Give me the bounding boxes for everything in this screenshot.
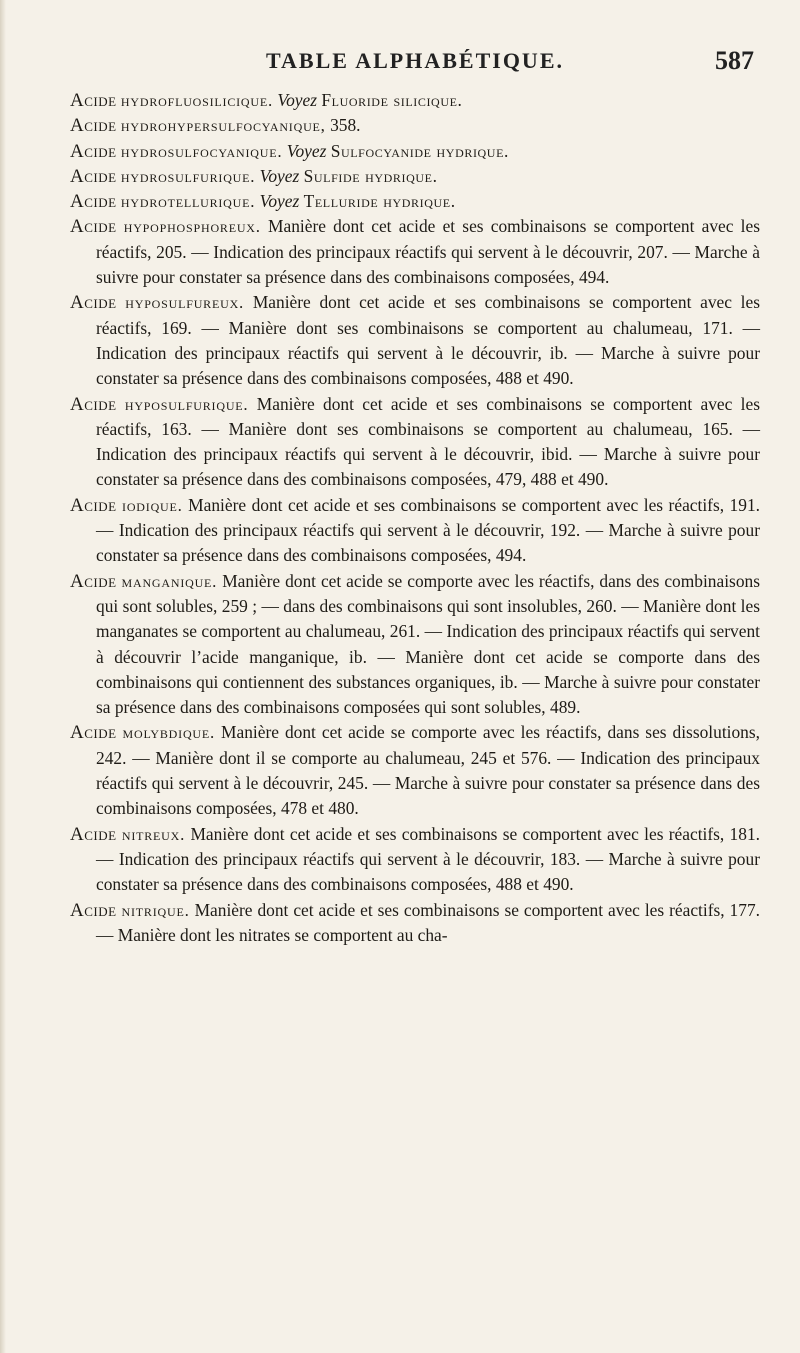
entry-ref-word: Voyez [286, 140, 327, 161]
entry-head-first: Acide [70, 191, 117, 213]
index-entry [70, 493, 760, 569]
entry-ref-target: Fluoride silicique. [321, 90, 463, 110]
entry-ref-word: Voyez [259, 191, 300, 212]
entry-ref-word: Voyez [277, 90, 318, 110]
page-header [70, 40, 760, 80]
page-edge [0, 0, 6, 1353]
entry-head-first: Acide [70, 90, 117, 111]
entry-text: Manière dont cet acide et ses combinaisons se comportent avec les réactifs, 169. — Manière dont ses combinaisons se comportent au chalumeau, 171. — Indication des principaux réactifs qui servent à le découvrir, ib. — Marche à suivre pour constater sa présence dans des combinaisons composées, 488 et 490. [96, 292, 760, 389]
entry-head-first: Acide [70, 722, 117, 744]
page-number: 587 [715, 46, 754, 75]
entry-text: Manière dont cet acide et ses combinaisons se comportent avec les réactifs, 163. — Manière dont ses combinaisons se comportent au chalumeau, 165. — Indication des principaux réactifs qui servent à le découvrir, ibid. — Marche à suivre pour constater sa présence dans des combinaisons composées, 479, 488 et 490. [96, 393, 760, 490]
entry-head-first: Acide [70, 823, 117, 845]
entry-text: Manière dont cet acide se comporte avec les réactifs, dans des combinaisons qui sont solubles, 259 ; — dans des combinaisons qui sont insolubles, 260. — Manière dont les manganates se comportent au chalumeau, 261. — Indication des principaux réactifs qui servent à découvrir l’acide manganique, ib. — Manière dont cet acide se comporte dans des combinaisons qui contiennent des substances organiques, ib. — Marche à suivre pour constater sa présence dans des combinaisons composées qui sont solubles, 489. [96, 570, 760, 718]
entry-head-rest: molybdique. [122, 723, 216, 743]
index-entries [70, 88, 760, 948]
entry-head-rest: hydrosulfurique. [120, 166, 256, 186]
entry-head-rest: hydrosulfocyanique. [120, 141, 283, 161]
entry-head-rest: iodique. [122, 495, 183, 515]
index-entry [70, 822, 760, 898]
index-entry [70, 392, 760, 493]
entry-head-rest: hypophosphoreux. [123, 217, 261, 237]
index-entry [70, 720, 760, 821]
entry-head-rest: nitreux. [121, 824, 186, 844]
index-entry [70, 139, 760, 164]
index-entry [70, 569, 760, 721]
entry-ref-word: Voyez [259, 165, 300, 186]
index-entry [70, 164, 760, 189]
entry-head-first: Acide [70, 216, 117, 238]
entry-ref-target: Sulfocyanide hydrique. [330, 140, 509, 161]
entry-head-first: Acide [70, 899, 117, 921]
entry-head-first: Acide [70, 165, 117, 187]
entry-head-first: Acide [70, 140, 117, 162]
entry-text: Manière dont cet acide et ses combinaisons se comportent avec les réactifs, 191. — Indication des principaux réactifs qui servent à le découvrir, 192. — Marche à suivre pour constater sa présence dans des combinaisons composées, 494. [96, 494, 760, 566]
index-entry [70, 113, 760, 138]
entry-text: 358. [330, 115, 361, 136]
entry-text: Manière dont cet acide et ses combinaisons se comportent avec les réactifs, 177. — Manière dont les nitrates se comportent au cha- [96, 899, 760, 945]
entry-head-rest: hydrohypersulfocyanique, [120, 116, 326, 136]
entry-head-first: Acide [70, 570, 117, 592]
index-entry [70, 214, 760, 290]
entry-head-first: Acide [70, 393, 117, 415]
entry-text: Manière dont cet acide et ses combinaisons se comportent avec les réactifs, 181. — Indication des principaux réactifs qui servent à le découvrir, 183. — Marche à suivre pour constater sa présence dans des combinaisons composées, 488 et 490. [96, 823, 760, 895]
index-entry [70, 88, 760, 113]
entry-head-rest: hydrotellurique. [120, 192, 256, 212]
index-entry [70, 290, 760, 391]
entry-head-rest: manganique. [121, 571, 218, 591]
entry-head-first: Acide [70, 115, 117, 137]
index-entry [70, 898, 760, 949]
entry-head-first: Acide [70, 292, 117, 314]
entry-head-first: Acide [70, 494, 117, 516]
entry-head-rest: nitrique. [121, 900, 190, 920]
running-title: TABLE ALPHABÉTIQUE. [266, 48, 564, 73]
entry-head-rest: hyposulfurique. [124, 394, 249, 414]
entry-head-rest: hydrofluosilicique. [120, 91, 274, 110]
index-entry [70, 189, 760, 214]
entry-head-rest: hyposulfureux. [125, 293, 245, 313]
entry-text: Manière dont cet acide et ses combinaisons se comportent avec les réactifs, 205. — Indication des principaux réactifs qui servent à le découvrir, 207. — Marche à suivre pour constater sa présence dans des combinaisons composées, 494. [96, 216, 760, 288]
entry-ref-target: Telluride hydrique. [303, 191, 456, 212]
entry-ref-target: Sulfide hydrique. [303, 165, 438, 186]
entry-text: Manière dont cet acide se comporte avec les réactifs, dans ses dissolutions, 242. — Manière dont il se comporte au chalumeau, 245 et 576. — Indication des principaux réactifs qui servent à le découvrir, 245. — Marche à suivre pour constater sa présence dans des combinaisons composées, 478 et 480. [96, 722, 760, 819]
